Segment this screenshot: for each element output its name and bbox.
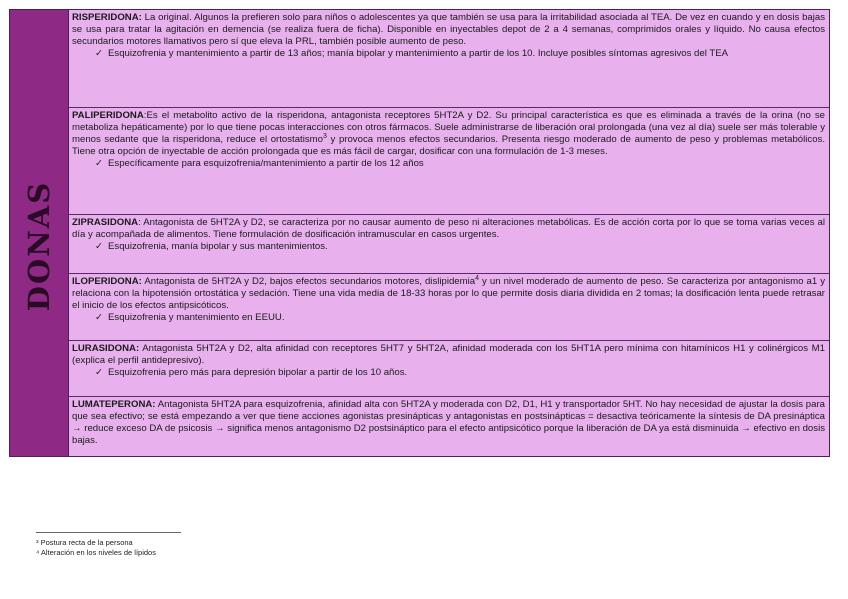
check-icon: ✓ [95,312,104,323]
drug-name: RISPERIDONA: [72,12,142,23]
check-icon: ✓ [95,158,104,169]
check-icon: ✓ [95,241,104,252]
entry-text: Antagonista 5HT2A y D2, alta afinidad con receptores 5HT7 y 5HT2A, afinidad moderada con los 5HT1A pero mínima con hitamínicos H1 y colinérgicos M1 (explica el perfil antidepresivo). [72,343,825,366]
entry-text: Antagonista 5HT2A para esquizofrenia, afinidad alta con 5HT2A y moderada con D2, D1, H1 y transportador 5HT. No hay necesidad de ajustar la dosis para que sea efectivo; se está empezando a ver que tiene acciones agonistas presinápticas y antagonistas en postsinápticas = desactiva teóricamente la síntesis de DA presináptica → reduce exceso DA de psicosis → significa menos antagonismo D2 postsináptico para el efecto antipsicótico porque la liberación de DA ya está disminuida → efectivo en dosis bajas. [72,399,825,446]
footnote-ref: 4 [475,274,480,282]
footnote-3: ³ Postura recta de la persona [36,538,133,547]
entry-text-cont: y un nivel moderado de aumento de peso. Se caracteriza por antagonismo a1 y relaciona con la hipotensión ortostática y sedación. Tiene una vida media de 18-33 horas por lo que permite dosis diaria dividida en 2 tomas; la dosificación lenta puede retrasar el inicio de los efectos antipsicóticos. [72,276,825,311]
entry-text: :Es el metabolito activo de la risperidona, antagonista receptores 5HT2A y D2. Su principal característica es que es eliminada a través de la orina (no se metaboliza hepáticamente) por lo que tiene pocas interacciones con otros fármacos. Suele administrarse de liberación oral prolongada (una vez al día) suele ser más tolerable y menos sedante que la risperidona, reduce el ortostatismo [72,110,825,145]
entry-paragraph [72,276,825,312]
indication-bullet [95,158,825,170]
entry-paragraph [72,399,825,447]
indication-text: Esquizofrenia y mantenimiento en EEUU. [108,312,285,323]
drug-name: ZIPRASIDONA [72,217,139,228]
entry-risperidona [69,10,829,108]
indication-bullet [95,367,825,379]
entry-paragraph [72,217,825,241]
entry-text-cont: y provoca menos efectos secundarios. Presenta riesgo moderado de aumento de peso y problemas metabólicos. Tiene otra opción de inyectable de acción prolongada que es más fácil de cargar, dosificar con una formulación de 1-3 meses. [72,134,825,157]
footnote-ref: 3 [322,132,327,140]
footnotes [36,538,156,558]
entry-paliperidona [69,108,829,215]
indication-bullet [95,48,825,60]
sidebar-band [10,10,69,456]
drug-table [9,9,830,457]
sidebar-label: DONAS [22,180,56,312]
entry-lumateperona [69,397,829,456]
entry-paragraph [72,12,825,48]
check-icon: ✓ [95,367,104,378]
indication-bullet [95,312,825,324]
drug-name: LURASIDONA: [72,343,140,354]
entry-lurasidona [69,341,829,397]
drug-name: ILOPERIDONA: [72,276,142,287]
indication-bullet [95,241,825,253]
indication-text: Específicamente para esquizofrenia/mantenimiento a partir de los 12 años [108,158,424,169]
entry-paragraph [72,343,825,367]
footnote-4: ⁴ Alteración en los niveles de lípidos [36,548,156,557]
entry-ziprasidona [69,215,829,274]
indication-text: Esquizofrenia y mantenimiento a partir de 13 años; manía bipolar y mantenimiento a partir de los 10. Incluye posibles síntomas agresivos del TEA [108,48,729,59]
indication-text: Esquizofrenia pero más para depresión bipolar a partir de los 10 años. [108,367,408,378]
footnote-divider [36,532,181,533]
entry-text: Antagonista de 5HT2A y D2, bajos efectos secundarios motores, dislipidemia [141,276,476,287]
entry-text: La original. Algunos la prefieren solo para niños o adolescentes ya que también se usa para la irritabilidad asociada al TEA. De vez en cuando y en dosis bajas se usa para tratar la agitación en demencia (se realiza fuera de ficha). Disponible en inyectables depot de 2 a 4 semanas, comprimidos orales y líquido. No causa efectos secundarios motores llamativos pero sí que eleva la PRL, también posible aumento de peso. [72,12,825,47]
check-icon: ✓ [95,48,104,59]
entry-text: : Antagonista de 5HT2A y D2, se caracteriza por no causar aumento de peso ni alteraciones metabólicas. Es de acción corta por lo que se toma varias veces al día y acompañada de alimentos. Tiene formulación de dosificación intramuscular en casos urgentes. [72,217,825,240]
drug-name: PALIPERIDONA [72,110,144,121]
entry-paragraph [72,110,825,158]
entries-column [69,10,829,456]
drug-name: LUMATEPERONA: [72,399,156,410]
entry-iloperidona [69,274,829,341]
indication-text: Esquizofrenia, manía bipolar y sus mantenimientos. [108,241,328,252]
